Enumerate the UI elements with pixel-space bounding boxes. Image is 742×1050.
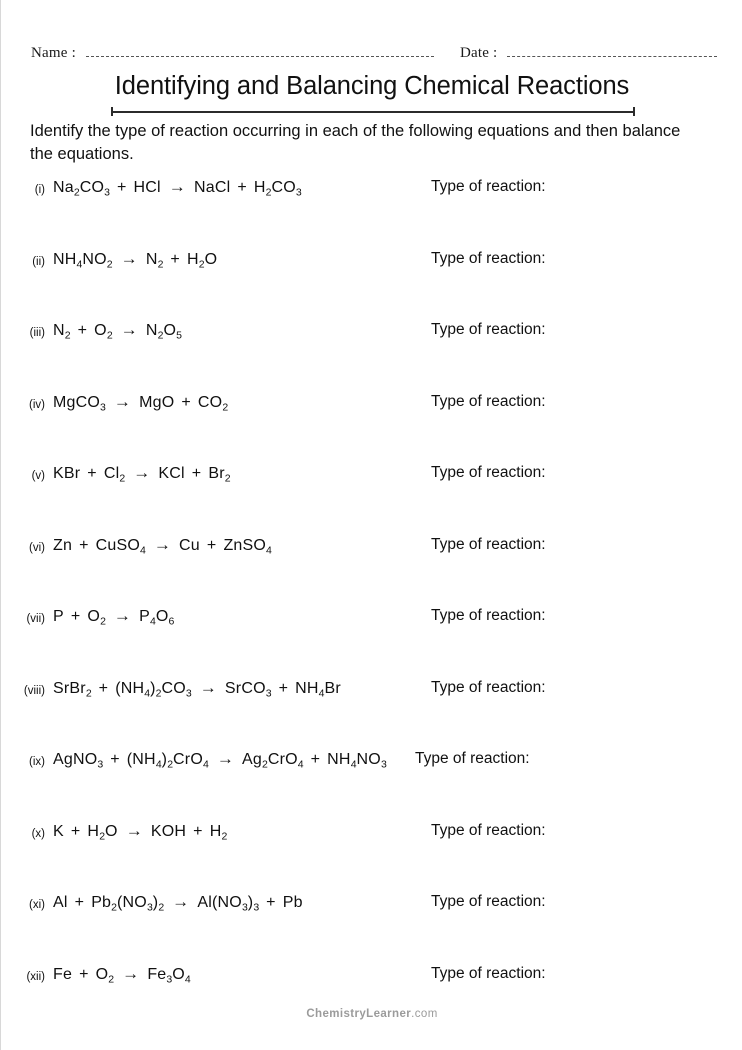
- type-of-reaction-answer-field[interactable]: Type of reaction:: [431, 607, 546, 624]
- type-of-reaction-answer-field[interactable]: Type of reaction:: [415, 750, 530, 767]
- page-title: Identifying and Balancing Chemical Reactions: [114, 72, 630, 100]
- chemical-equation: $Na_2CO_3$ + HCl → NaCl + $H_2CO_3$: [53, 177, 302, 199]
- question-row: [1, 605, 742, 677]
- question-number: (ix): [29, 756, 45, 768]
- question-row: [1, 319, 742, 391]
- type-of-reaction-answer-field[interactable]: Type of reaction:: [431, 964, 546, 982]
- question-row: [1, 391, 742, 463]
- chemical-equation: $Fe + O_2 \to Fe_3O_4$: [53, 963, 191, 985]
- question-number: (iv): [29, 398, 45, 411]
- footer-brand-learner: Learner: [366, 1008, 412, 1020]
- question-number: (vi): [29, 541, 45, 554]
- question-number: (v): [31, 470, 45, 482]
- question-number: (xii): [26, 970, 45, 983]
- questions-list: [1, 176, 742, 1034]
- chemical-equation: AgNO$_3$ + $(NH_4)_2CrO_4 \to Ag_2CrO_4 + NH_4NO_3$: [53, 749, 387, 771]
- question-row: [1, 891, 742, 963]
- chemical-equation: $N_2 + O_2 \to N_2O_5$: [53, 320, 182, 342]
- type-of-reaction-answer-field[interactable]: Type of reaction:: [431, 178, 546, 195]
- name-date-row: [31, 42, 721, 64]
- question-row: [1, 534, 742, 606]
- instructions-text: Identify the type of reaction occurring in each of the following equations and then balance the equations.: [30, 122, 681, 163]
- question-row: [1, 963, 742, 1035]
- chemical-equation: $NH_4NO_2 \to N_2 + H_2O$: [53, 248, 218, 270]
- chemical-equation: $P + O_2 \to P_4O_6$: [53, 606, 175, 628]
- question-number: (iii): [29, 327, 45, 339]
- question-row: [1, 820, 742, 892]
- chemical-equation: SrBr$_2$ + $(NH_4)_2CO_3$ → SrCO$_3$ + $NH_4Br$: [53, 677, 341, 699]
- type-of-reaction-answer-field[interactable]: Type of reaction:: [431, 464, 546, 481]
- type-of-reaction-answer-field[interactable]: Type of reaction:: [431, 249, 546, 267]
- footer-watermark: [1, 1008, 742, 1020]
- question-row: [1, 248, 742, 320]
- question-row: [1, 677, 742, 749]
- question-number: (xi): [29, 899, 45, 911]
- question-number: (vii): [26, 613, 45, 625]
- name-label: Name :: [31, 44, 76, 61]
- type-of-reaction-answer-field[interactable]: Type of reaction:: [431, 893, 546, 910]
- date-label: Date :: [459, 44, 498, 61]
- name-input-line[interactable]: [86, 56, 434, 58]
- rule-bar: [111, 111, 635, 113]
- type-of-reaction-answer-field[interactable]: Type of reaction:: [431, 678, 546, 696]
- title-underline-rule: [111, 107, 635, 116]
- chemical-equation: KBr + $Cl_2$ → KCl + $Br_2$: [53, 463, 231, 485]
- question-number: (i): [34, 184, 45, 196]
- type-of-reaction-answer-field[interactable]: Type of reaction:: [431, 392, 546, 410]
- footer-brand-suffix: .com: [411, 1008, 438, 1020]
- footer-brand-chemistry: Chemistry: [306, 1008, 367, 1020]
- chemical-equation: MgCO$_3$ → MgO + $CO_2$: [53, 391, 229, 413]
- chemical-equation: $Al + Pb_2(NO_3)_2 \to Al(NO_3)_3 + Pb$: [53, 892, 303, 914]
- type-of-reaction-answer-field[interactable]: Type of reaction:: [431, 535, 546, 553]
- date-input-line[interactable]: [507, 56, 717, 58]
- type-of-reaction-answer-field[interactable]: Type of reaction:: [431, 821, 546, 839]
- chemical-equation: Zn + CuSO$_4$ → Cu + ZnSO$_4$: [53, 534, 272, 556]
- rule-right-cap: [633, 107, 635, 116]
- question-number: (ii): [32, 255, 45, 268]
- question-number: (viii): [23, 684, 45, 697]
- question-row: [1, 748, 742, 820]
- question-row: [1, 462, 742, 534]
- type-of-reaction-answer-field[interactable]: Type of reaction:: [431, 321, 546, 338]
- question-number: (x): [31, 827, 45, 840]
- chemical-equation: $K + H_2O$ → KOH + $H_2$: [53, 820, 228, 842]
- question-row: [1, 176, 742, 248]
